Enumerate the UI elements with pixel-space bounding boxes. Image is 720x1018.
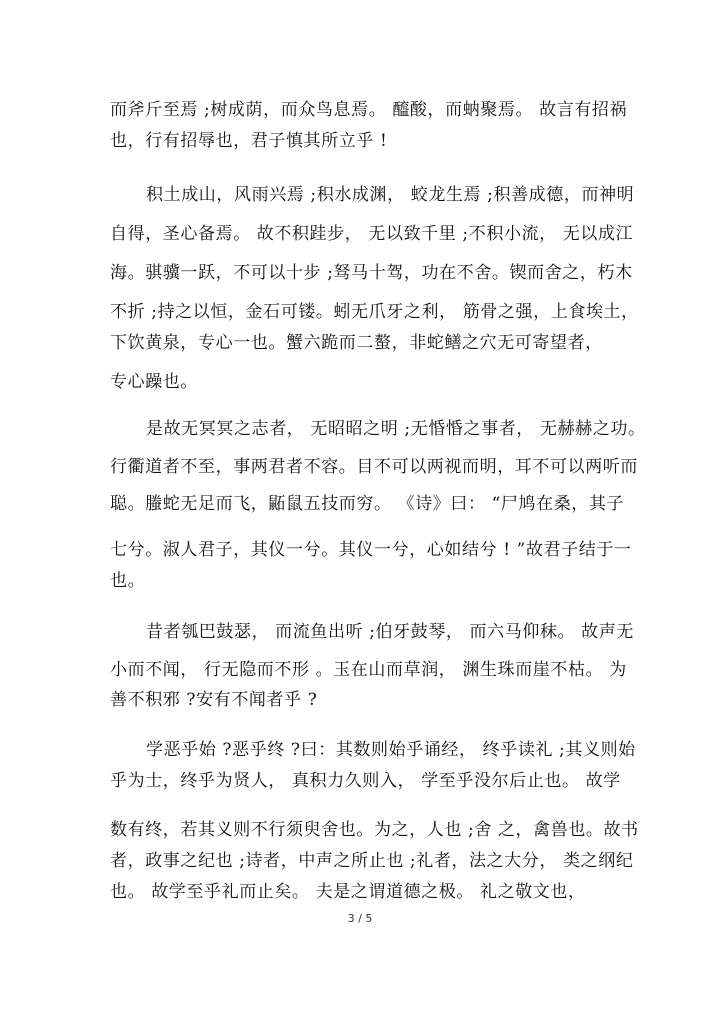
text-line: 乎为士，终乎为贤人， 真积力久则入， 学至乎没尔后止也。 故学 [110,771,621,791]
text-line: 七兮。淑人君子，其仪一兮。其仪一兮，心如结兮 ! ”故君子结于一 [110,540,632,560]
text-line: 聪。螣蛇无足而飞，鼫鼠五技而穷。 《诗》曰： “尸鸠在桑，其子 [110,494,625,514]
text-line: 者，政事之纪也 ;诗者，中声之所止也 ;礼者，法之大分， 类之纲纪 [110,851,634,871]
text-line: 也。 [110,571,146,591]
text-line: 海。骐骥一跃，不可以十步 ;驽马十驾，功在不舍。锲而舍之，朽木 [110,263,633,283]
text-line: 下饮黄泉，专心一也。蟹六跪而二螯，非蛇鳝之穴无可寄望者， [110,333,603,353]
text-line: 不折 ;持之以恒，金石可镂。蚓无爪牙之利， 筋骨之强，上食埃土， [110,302,639,322]
text-line: 数有终，若其义则不行须臾舍也。为之，人也 ;舍 之，禽兽也。故书 [110,820,639,840]
text-line: 专心躁也。 [110,372,198,392]
page-number: 3 / 5 [347,912,373,925]
text-line: 也。 故学至乎礼而止矣。 夫是之谓道德之极。 礼之敬文也， [110,882,586,902]
text-line: 行衢道者不至，事两君者不容。目不可以两视而明，耳不可以两听而 [110,457,638,477]
text-line: 是故无冥冥之志者， 无昭昭之明 ;无惛惛之事者， 无赫赫之功。 [146,419,646,439]
text-line: 小而不闻， 行无隐而不形 。玉在山而草润， 渊生珠而崖不枯。 为 [110,660,627,680]
text-line: 昔者瓠巴鼓瑟， 而流鱼出听 ;伯牙鼓琴， 而六马仰秣。 故声无 [146,622,634,642]
text-line: 学恶乎始 ?恶乎终 ?曰：其数则始乎诵经， 终乎读礼 ;其义则始 [146,740,636,760]
text-line: 也，行有招辱也，君子慎其所立乎 ! [110,131,388,151]
text-line: 积土成山，风雨兴焉 ;积水成渊， 蛟龙生焉 ;积善成德，而神明 [146,185,635,205]
text-line: 而斧斤至焉 ;树成荫，而众鸟息焉。 醯酸，而蚋聚焉。 故言有招祸 [110,100,628,120]
text-line: 善不积邪 ?安有不闻者乎 ? [110,690,318,710]
text-line: 自得，圣心备焉。 故不积跬步， 无以致千里 ;不积小流， 无以成江 [110,224,634,244]
